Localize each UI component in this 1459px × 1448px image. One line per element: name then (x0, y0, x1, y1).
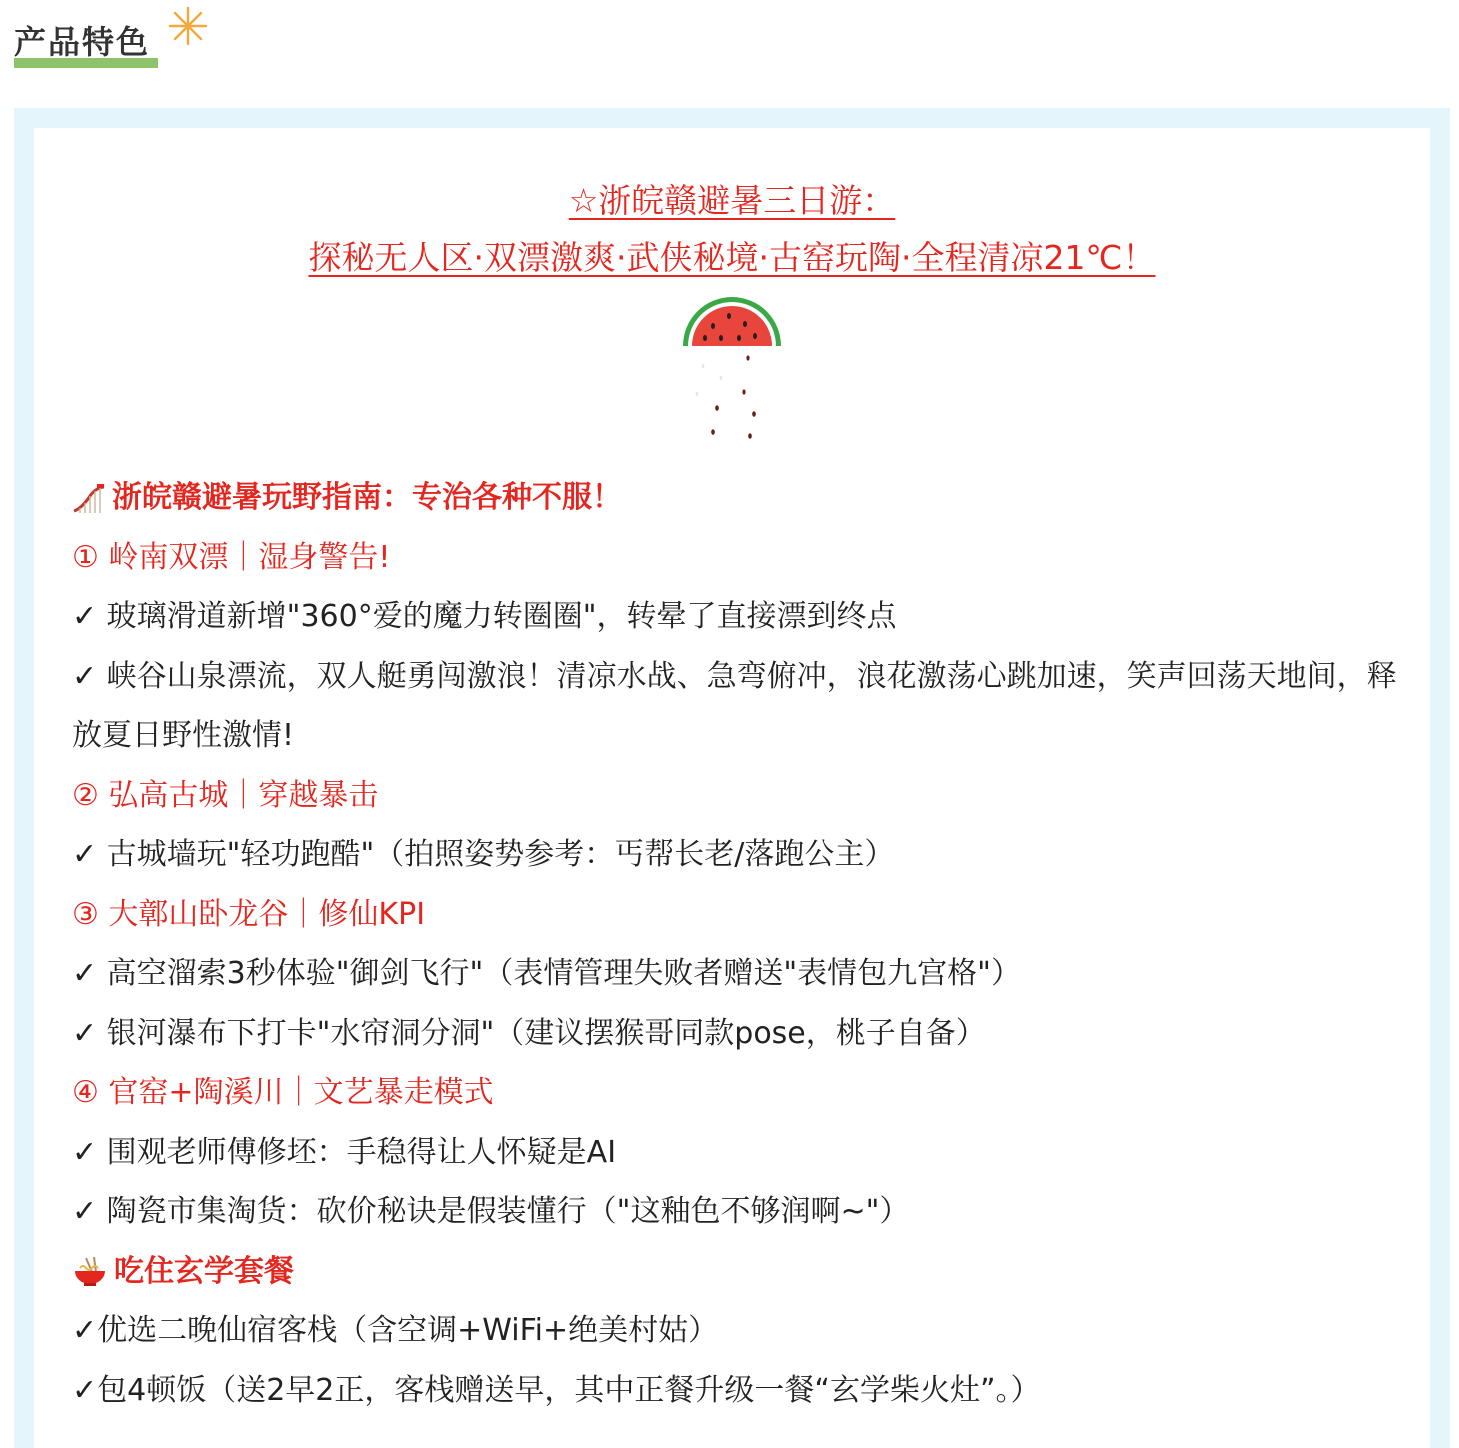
content-card (34, 128, 1430, 1448)
list-item: ✓ 玻璃滑道新增"360°爱的魔力转圈圈"，转晕了直接漂到终点 (72, 599, 897, 634)
list-item: ✓ 银河瀑布下打卡"水帘洞分洞"（建议摆猴哥同款pose，桃子自备） (72, 1015, 986, 1051)
noodle-bowl-icon (72, 1256, 108, 1288)
food-title: 吃住玄学套餐 (114, 1253, 294, 1289)
banner (34, 172, 1430, 286)
watermelon-icon (677, 294, 787, 444)
guide-title-row (72, 468, 1412, 528)
guide-title: 浙皖赣避暑玩野指南：专治各种不服！ (112, 480, 622, 515)
list-item: ✓ 陶瓷市集淘货：砍价秘诀是假装懂行（"这釉色不够润啊~"） (72, 1194, 910, 1229)
list-item: ✓包4顿饭（送2早2正，客栈赠送早，其中正餐升级一餐“玄学柴火灶”。） (72, 1372, 1041, 1408)
roller-coaster-icon (72, 484, 106, 514)
banner-line-1: ☆浙皖赣避暑三日游： (568, 181, 896, 220)
banner-line-2: 探秘无人区·双漂激爽·武侠秘境·古窑玩陶·全程清凉21℃！ (308, 238, 1156, 277)
section-heading-1: ① 岭南双漂｜湿身警告! (72, 539, 391, 575)
page-title: 产品特色 (14, 23, 151, 61)
list-item: ✓ 围观老师傅修坯：手稳得让人怀疑是AI (72, 1134, 617, 1170)
section-heading-4: ④ 官窑+陶溪川｜文艺暴走模式 (72, 1075, 494, 1110)
food-title-row (72, 1242, 1412, 1302)
guide-content (72, 468, 1412, 1420)
section-heading (14, 20, 150, 64)
content-panel (14, 108, 1450, 1448)
list-item: ✓优选二晚仙宿客栈（含空调+WiFi+绝美村姑） (72, 1313, 719, 1348)
list-item: ✓ 古城墙玩"轻功跑酷"（拍照姿势参考：丐帮长老/落跑公主） (72, 837, 895, 872)
section-heading-3: ③ 大鄣山卧龙谷｜修仙KPI (72, 896, 426, 932)
sparkle-icon (166, 4, 210, 48)
list-item: ✓ 峡谷山泉漂流，双人艇勇闯激浪！清凉水战、急弯俯冲，浪花激荡心跳加速，笑声回荡天地间，释放夏日野性激情! (72, 658, 1397, 753)
section-heading-2: ② 弘高古城｜穿越暴击 (72, 777, 379, 813)
list-item: ✓ 高空溜索3秒体验"御剑飞行"（表情管理失败者赠送"表情包九宫格"） (72, 956, 1021, 991)
